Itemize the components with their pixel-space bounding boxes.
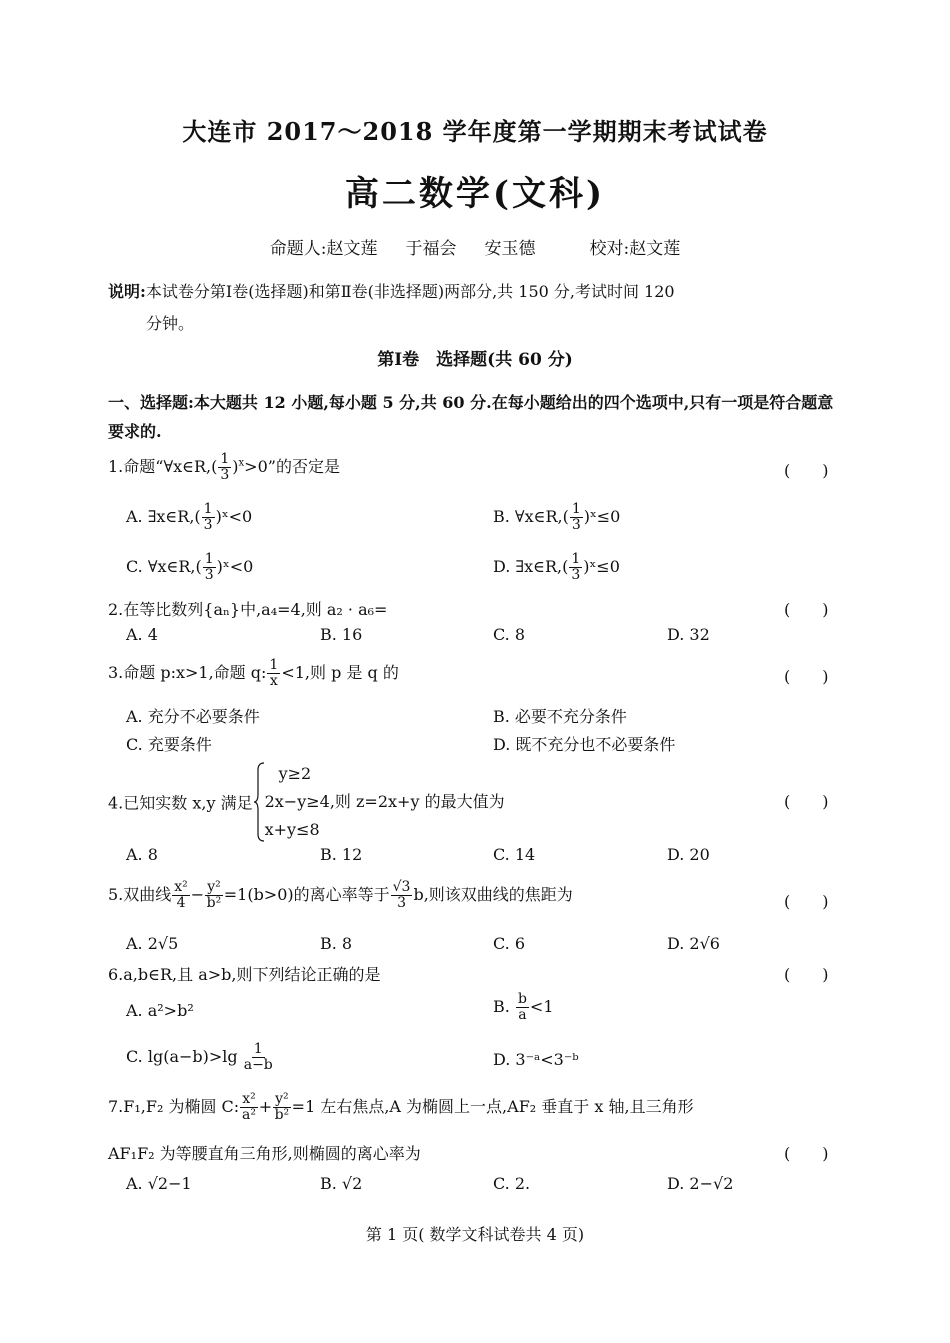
q1-a-text: A. ∃x∈R,( <box>126 507 201 526</box>
q3-num: 1 <box>269 657 279 673</box>
q5-stem-b: =1(b>0)的离心率等于 <box>223 885 390 904</box>
q3-option-b[interactable]: B. 必要不充分条件 <box>493 707 627 726</box>
question-3 <box>108 658 399 689</box>
proofreader: 校对:赵文莲 <box>589 239 681 259</box>
brace-icon <box>253 762 265 842</box>
q6-b-den: a <box>518 1007 527 1023</box>
q3-stem: 3.命题 p:x>1,命题 q: <box>108 663 267 682</box>
q5-f1-den: 4 <box>176 895 186 911</box>
q1-stem-b: x∈R,( <box>173 457 218 476</box>
q7-f2-den: b² <box>274 1107 290 1123</box>
q4-ineq-2: 2x−y≥4,则 z=2x+y 的最大值为 <box>264 792 505 811</box>
q4-ineq-3: x+y≤8 <box>264 820 320 839</box>
q5-option-c[interactable]: C. 6 <box>493 934 526 953</box>
q7-f1-den: a² <box>241 1107 256 1123</box>
q1-a-frac <box>202 502 215 533</box>
q1-d-tail: )ˣ≤0 <box>583 557 620 576</box>
question-5 <box>108 880 573 911</box>
q1-d-den: 3 <box>571 567 581 583</box>
q6-option-d[interactable]: D. 3⁻ᵃ<3⁻ᵇ <box>493 1050 579 1069</box>
q6-c-frac <box>244 1042 273 1073</box>
section-instructions: 一、选择题:本大题共 12 小题,每小题 5 分,共 60 分.在每小题给出的四个选项中,只有一项是符合题意要求的. <box>108 393 834 441</box>
q4-option-d[interactable]: D. 20 <box>667 845 710 864</box>
q1-option-b[interactable] <box>493 502 620 533</box>
q6-c-den: a−b <box>243 1057 273 1073</box>
q1-c-frac <box>203 552 216 583</box>
q1-d-text: D. ∃x∈R,( <box>493 557 569 576</box>
q1-b-num: 1 <box>571 501 581 517</box>
q1-stem-d: >0”的否定是 <box>244 457 340 476</box>
note-text: 本试卷分第Ⅰ卷(选择题)和第Ⅱ卷(非选择题)两部分,共 150 分,考试时间 120 <box>145 282 675 301</box>
q5-frac-3 <box>391 880 413 911</box>
q2-option-d[interactable]: D. 32 <box>667 625 710 644</box>
note-label: 说明: <box>108 282 146 301</box>
q1-a-tail: )ˣ<0 <box>215 507 253 526</box>
q1-stem: 1.命题“∀ <box>108 457 174 476</box>
q2-option-b[interactable]: B. 16 <box>320 625 363 644</box>
q5-option-d[interactable]: D. 2√6 <box>667 934 720 953</box>
q7-option-d[interactable]: D. 2−√2 <box>667 1174 734 1193</box>
q5-stem-c: b,则该双曲线的焦距为 <box>413 885 573 904</box>
author-2: 于福会 <box>405 239 457 259</box>
q1-option-a[interactable] <box>126 502 252 533</box>
question-1 <box>108 452 340 483</box>
q5-answer-paren: ( ) <box>784 892 829 911</box>
q1-option-c[interactable] <box>126 552 253 583</box>
instructions-note <box>108 276 843 340</box>
q6-answer-paren: ( ) <box>784 965 829 984</box>
q4-option-a[interactable]: A. 8 <box>126 845 158 864</box>
q1-b-tail: )ˣ≤0 <box>583 507 621 526</box>
authors-line <box>0 234 950 259</box>
q1-b-frac <box>570 502 583 533</box>
q7-f1-num: x² <box>242 1091 256 1107</box>
q6-option-b[interactable] <box>493 992 554 1023</box>
question-7 <box>108 1092 694 1123</box>
q6-b-num: b <box>517 991 527 1007</box>
q3-option-a[interactable]: A. 充分不必要条件 <box>126 707 260 726</box>
q1-b-text: B. ∀x∈R,( <box>493 507 569 526</box>
q1-frac-den: 3 <box>220 467 230 483</box>
q6-b-post: <1 <box>529 997 554 1016</box>
q1-b-den: 3 <box>571 517 581 533</box>
q5-stem: 5.双曲线 <box>108 885 172 904</box>
q1-c-den: 3 <box>204 567 214 583</box>
q1-c-num: 1 <box>204 551 214 567</box>
q1-d-frac <box>569 552 582 583</box>
q3-option-c[interactable]: C. 充要条件 <box>126 735 212 754</box>
q5-f2-num: y² <box>207 879 221 895</box>
q7-stem: 7.F₁,F₂ 为椭圆 C: <box>108 1097 240 1116</box>
q2-option-a[interactable]: A. 4 <box>126 625 158 644</box>
question-2: 2.在等比数列{aₙ}中,a₄=4,则 a₂ · a₆= <box>108 600 388 619</box>
q5-option-a[interactable]: A. 2√5 <box>126 934 179 953</box>
q4-option-c[interactable]: C. 14 <box>493 845 536 864</box>
author-3: 安玉德 <box>484 239 536 259</box>
q5-minus: − <box>190 885 205 904</box>
q5-f2-den: b² <box>206 895 222 911</box>
page-footer: 第 1 页( 数学文科试卷共 4 页) <box>365 1225 585 1244</box>
q1-stem-c: ) <box>232 457 239 476</box>
q5-f3-den: 3 <box>397 895 407 911</box>
q1-exp: x <box>238 457 245 469</box>
q1-option-d[interactable] <box>493 552 620 583</box>
q2-answer-paren: ( ) <box>784 600 829 619</box>
q6-b-frac <box>516 992 529 1023</box>
q1-a-den: 3 <box>203 517 213 533</box>
q3-den: x <box>269 673 278 689</box>
q4-answer-paren: ( ) <box>784 792 829 811</box>
q5-option-b[interactable]: B. 8 <box>320 934 353 953</box>
q7-stem-b: =1 左右焦点,A 为椭圆上一点,AF₂ 垂直于 x 轴,且三角形 <box>291 1097 694 1116</box>
q3-fraction <box>267 658 280 689</box>
q3-stem-b: <1,则 p 是 q 的 <box>281 663 399 682</box>
note-text-cont: 分钟。 <box>146 314 195 333</box>
q4-option-b[interactable]: B. 12 <box>320 845 363 864</box>
q1-c-tail: )ˣ<0 <box>216 557 254 576</box>
author-1: 命题人:赵文莲 <box>269 239 378 259</box>
q5-frac-2 <box>205 880 223 911</box>
q1-answer-paren: ( ) <box>784 461 829 480</box>
q1-fraction <box>218 452 231 483</box>
q6-c-num: 1 <box>253 1041 263 1057</box>
q2-option-c[interactable]: C. 8 <box>493 625 526 644</box>
q5-frac-1 <box>172 880 190 911</box>
question-7-cont: AF₁F₂ 为等腰直角三角形,则椭圆的离心率为 <box>108 1144 421 1163</box>
q7-f2-num: y² <box>275 1091 289 1107</box>
q7-option-c[interactable]: C. 2. <box>493 1174 531 1193</box>
question-4 <box>108 760 505 844</box>
q4-stem: 4.已知实数 x,y 满足 <box>108 793 253 813</box>
q6-b-pre: B. <box>493 997 515 1016</box>
q7-option-b[interactable]: B. √2 <box>320 1174 363 1193</box>
q6-c-pre: C. lg(a−b)>lg <box>126 1047 243 1066</box>
q1-d-num: 1 <box>571 551 581 567</box>
q7-answer-paren: ( ) <box>784 1144 829 1163</box>
q3-option-d[interactable]: D. 既不充分也不必要条件 <box>493 735 676 754</box>
q7-frac-1 <box>240 1092 258 1123</box>
q4-ineq-1: y≥2 <box>278 764 312 783</box>
q1-c-text: C. ∀x∈R,( <box>126 557 202 576</box>
q5-f3-num: √3 <box>392 879 411 895</box>
q1-a-num: 1 <box>203 501 213 517</box>
q7-frac-2 <box>273 1092 291 1123</box>
exam-title: 大连市 2017～2018 学年度第一学期期末考试试卷 <box>182 117 768 146</box>
q5-f1-num: x² <box>174 879 188 895</box>
exam-subtitle: 高二数学(文科) <box>344 174 606 214</box>
q7-plus: + <box>258 1097 273 1116</box>
q6-option-a[interactable]: A. a²>b² <box>126 1001 194 1020</box>
q6-option-c[interactable] <box>126 1042 274 1073</box>
section-title: 第Ⅰ卷 选择题(共 60 分) <box>377 350 573 370</box>
q3-answer-paren: ( ) <box>784 667 829 686</box>
q1-frac-num: 1 <box>220 451 230 467</box>
question-6: 6.a,b∈R,且 a>b,则下列结论正确的是 <box>108 965 381 984</box>
q4-system <box>265 760 505 844</box>
q7-option-a[interactable]: A. √2−1 <box>126 1174 192 1193</box>
